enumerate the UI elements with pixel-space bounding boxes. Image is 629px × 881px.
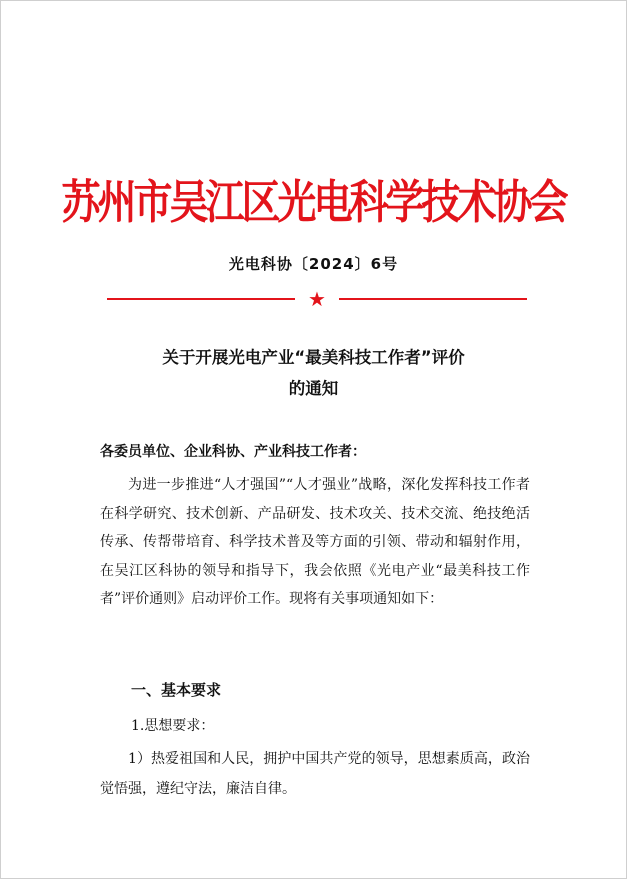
divider-line-right <box>339 298 527 300</box>
sub-item-heading: 1.思想要求： <box>131 718 215 734</box>
intro-paragraph: 为进一步推进“人才强国”“人才强业”战略，深化发挥科技工作者在科学研究、技术创新、产品研发、技术攻关、技术交流、绝技绝活传承、传帮带培育、科学技术普及等方面的引领、带动和辐射作用，在吴江区科协的领导和指导下，我会依照《光电产业“最美科技工作者”评价通则》启动评价工作。现将有关事项通知如下： <box>100 477 530 608</box>
star-icon: ★ <box>308 287 326 311</box>
intro-paragraph-block <box>100 471 530 614</box>
item-paragraph: 1）热爱祖国和人民，拥护中国共产党的领导，思想素质高，政治觉悟强，遵纪守法，廉洁自律。 <box>100 751 530 797</box>
section-heading: 一、基本要求 <box>131 681 222 699</box>
item-paragraph-block <box>100 745 530 804</box>
salutation: 各委员单位、企业科协、产业科技工作者： <box>100 444 366 460</box>
document-number: 光电科协〔2024〕6号 <box>228 255 399 273</box>
divider-line-left <box>107 298 295 300</box>
notice-title-line-1: 关于开展光电产业“最美科技工作者”评价 <box>162 348 465 367</box>
red-divider <box>107 288 527 310</box>
notice-title <box>1 342 626 404</box>
notice-title-line-2: 的通知 <box>288 379 339 398</box>
organization-title: 苏州市吴江区光电科学技术协会 <box>61 175 566 230</box>
